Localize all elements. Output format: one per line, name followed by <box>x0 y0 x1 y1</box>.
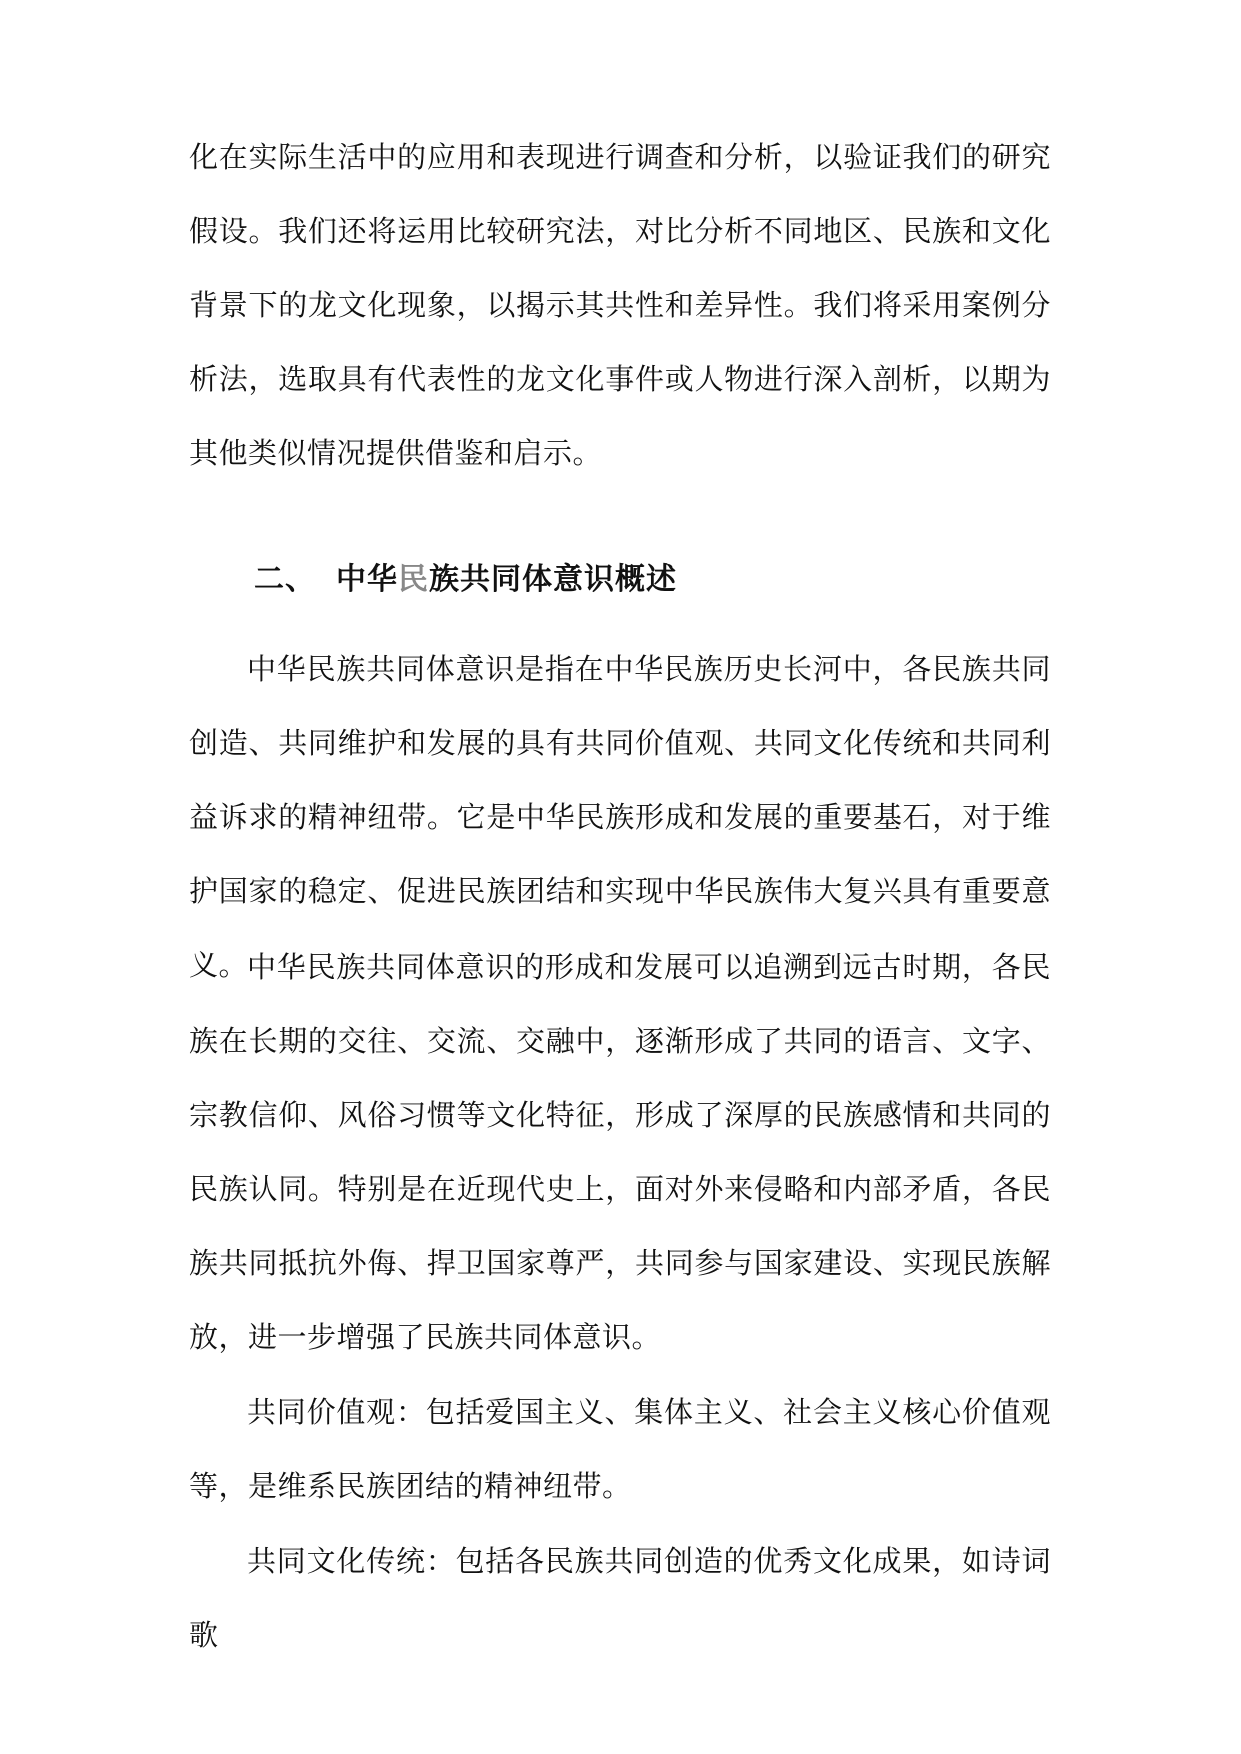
section-number: 二、 <box>254 562 316 597</box>
body-paragraph: 共同文化传统：包括各民族共同创造的优秀文化成果，如诗词歌 <box>189 1544 1051 1652</box>
intro-paragraph: 化在实际生活中的应用和表现进行调查和分析，以验证我们的研究假设。我们还将运用比较研究法，对比分析不同地区、民族和文化背景下的龙文化现象，以揭示其共性和差异性。我们将采用案例分析法，选取具有代表性的龙文化事件或人物进行深入剖析，以期为其他类似情况提供借鉴和启示。 <box>189 140 1051 470</box>
section-heading <box>254 556 677 604</box>
body-paragraph: 中华民族共同体意识的形成和发展可以追溯到远古时期，各民族在长期的交往、交流、交融中，逐渐形成了共同的语言、文字、宗教信仰、风俗习惯等文化特征，形成了深厚的民族感情和共同的民族认同。特别是在近现代史上，面对外来侵略和内部矛盾，各民族共同抵抗外侮、捍卫国家尊严，共同参与国家建设、实现民族解放，进一步增强了民族共同体意识。 <box>189 950 1051 1354</box>
section-title-mark: 民 <box>398 562 429 597</box>
body-paragraph: 共同价值观：包括爱国主义、集体主义、社会主义核心价值观等，是维系民族团结的精神纽带。 <box>189 1395 1051 1503</box>
section-title-part1: 中华 <box>336 562 398 597</box>
section-title-part2: 族共同体意识概述 <box>429 562 677 597</box>
body-paragraph: 中华民族共同体意识是指在中华民族历史长河中，各民族共同创造、共同维护和发展的具有共同价值观、共同文化传统和共同利益诉求的精神纽带。它是中华民族形成和发展的重要基石，对于维护国家的稳定、促进民族团结和实现中华民族伟大复兴具有重要意义。 <box>189 652 1051 982</box>
